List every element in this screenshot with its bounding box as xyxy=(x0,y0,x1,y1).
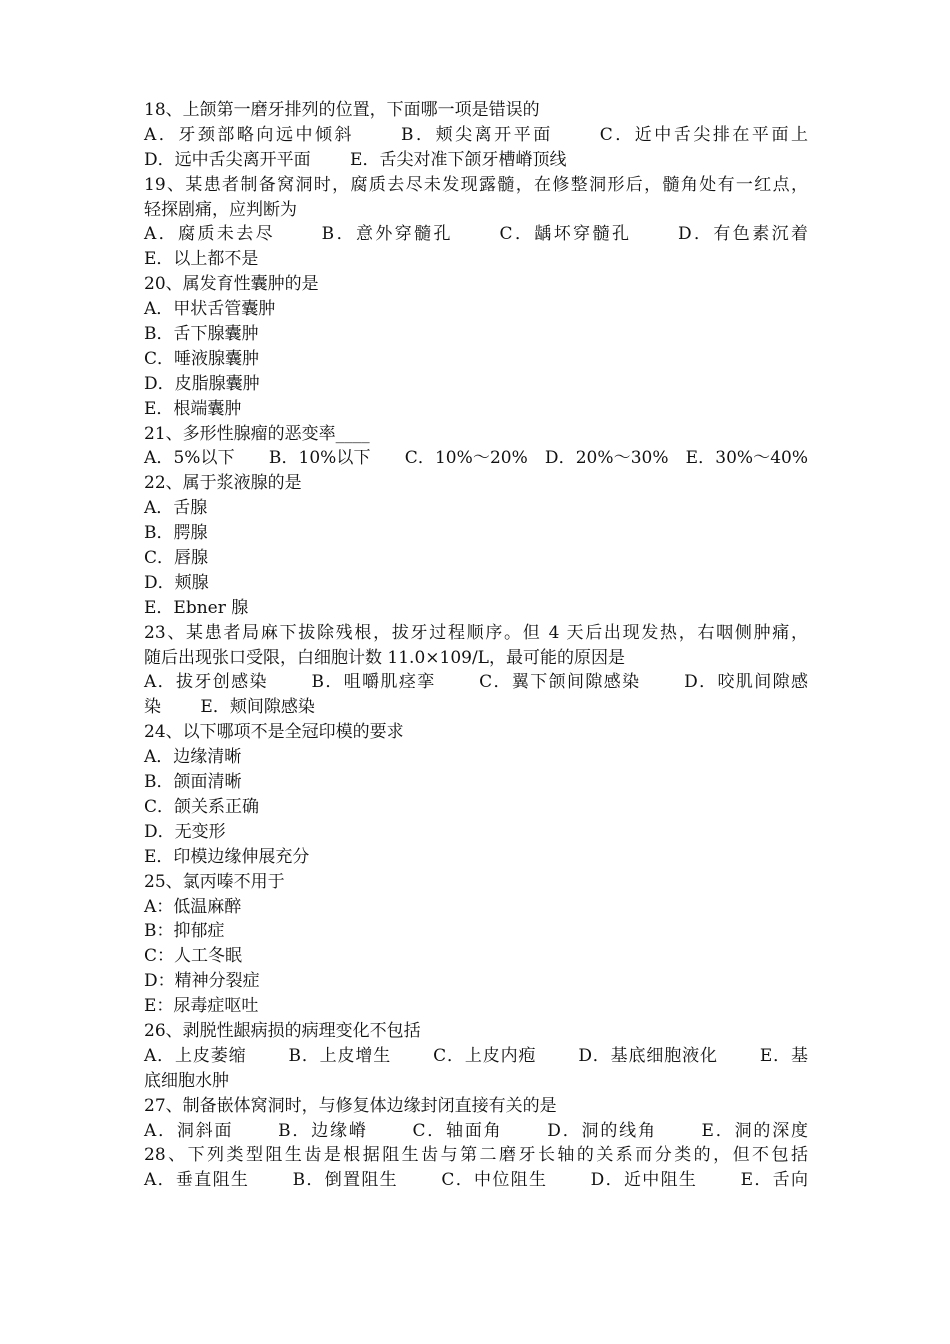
text-line: 19、某患者制备窝洞时，腐质去尽未发现露髓，在修整洞形后，髓角处有一红点， xyxy=(144,174,808,195)
text-line: C．颌关系正确 xyxy=(144,796,260,817)
question-text-body xyxy=(144,98,808,1193)
text-line: E．根端囊肿 xyxy=(144,398,242,419)
text-line: D：精神分裂症 xyxy=(144,971,260,992)
text-line: 20、属发育性囊肿的是 xyxy=(144,274,319,295)
text-line: A．甲状舌管囊肿 xyxy=(144,299,276,320)
text-line: B．腭腺 xyxy=(144,523,208,544)
text-line: A．洞斜面 B．边缘嵴 C．轴面角 D．洞的线角 E．洞的深度 xyxy=(144,1120,808,1141)
text-line: B：抑郁症 xyxy=(144,921,225,942)
text-line: D．颊腺 xyxy=(144,572,209,593)
text-line: A．垂直阻生 B．倒置阻生 C．中位阻生 D．近中阻生 E．舌向 xyxy=(144,1170,808,1191)
text-line: 28、下列类型阻生齿是根据阻生齿与第二磨牙长轴的关系而分类的，但不包括 xyxy=(144,1145,808,1166)
text-line: 底细胞水肿 xyxy=(144,1070,229,1091)
text-line: E．以上都不是 xyxy=(144,249,259,270)
text-line: 26、剥脱性龈病损的病理变化不包括 xyxy=(144,1020,421,1041)
text-line: A．牙颈部略向远中倾斜 B．颊尖离开平面 C．近中舌尖排在平面上 xyxy=(144,124,808,145)
text-line: C．唾液腺囊肿 xyxy=(144,348,260,369)
text-line: 24、以下哪项不是全冠印模的要求 xyxy=(144,722,404,743)
text-line: A．腐质未去尽 B．意外穿髓孔 C．龋坏穿髓孔 D．有色素沉着 xyxy=(144,224,808,245)
text-line: E．Ebner 腺 xyxy=(144,597,249,618)
text-line: D．皮脂腺囊肿 xyxy=(144,373,260,394)
text-line: B．舌下腺囊肿 xyxy=(144,324,259,345)
text-line: B．颌面清晰 xyxy=(144,772,242,793)
text-line: D．无变形 xyxy=(144,821,226,842)
text-line: A．拔牙创感染 B．咀嚼肌痉挛 C．翼下颌间隙感染 D．咬肌间隙感 xyxy=(144,672,808,693)
text-line: E：尿毒症呕吐 xyxy=(144,996,259,1017)
text-line: A．5%以下 B．10%以下 C．10%～20% D．20%～30% E．30%～40% xyxy=(144,448,808,469)
text-line: 21、多形性腺瘤的恶变率____ xyxy=(144,423,370,444)
text-line: 轻探剧痛，应判断为 xyxy=(144,199,297,220)
text-line: 23、某患者局麻下拔除残根，拔牙过程顺序。但 4 天后出现发热，右咽侧肿痛， xyxy=(144,622,808,643)
text-line: A．舌腺 xyxy=(144,498,208,519)
text-line: A．上皮萎缩 B．上皮增生 C．上皮内疱 D．基底细胞液化 E．基 xyxy=(144,1045,808,1066)
text-line: A：低温麻醉 xyxy=(144,896,242,917)
text-line: 27、制备嵌体窝洞时，与修复体边缘封闭直接有关的是 xyxy=(144,1095,557,1116)
text-line: 随后出现张口受限，白细胞计数 11.0×109/L，最可能的原因是 xyxy=(144,647,625,668)
text-line: 22、属于浆液腺的是 xyxy=(144,473,302,494)
text-line: 25、氯丙嗪不用于 xyxy=(144,871,285,892)
text-line: 18、上颌第一磨牙排列的位置，下面哪一项是错误的 xyxy=(144,100,540,120)
text-line: A．边缘清晰 xyxy=(144,747,242,768)
text-line: E．印模边缘伸展充分 xyxy=(144,846,310,867)
text-line: 染 E．颊间隙感染 xyxy=(144,697,315,718)
text-line: D．远中舌尖离开平面 E．舌尖对准下颌牙槽嵴顶线 xyxy=(144,149,567,170)
text-line: C：人工冬眠 xyxy=(144,946,243,967)
text-line: C．唇腺 xyxy=(144,548,209,569)
